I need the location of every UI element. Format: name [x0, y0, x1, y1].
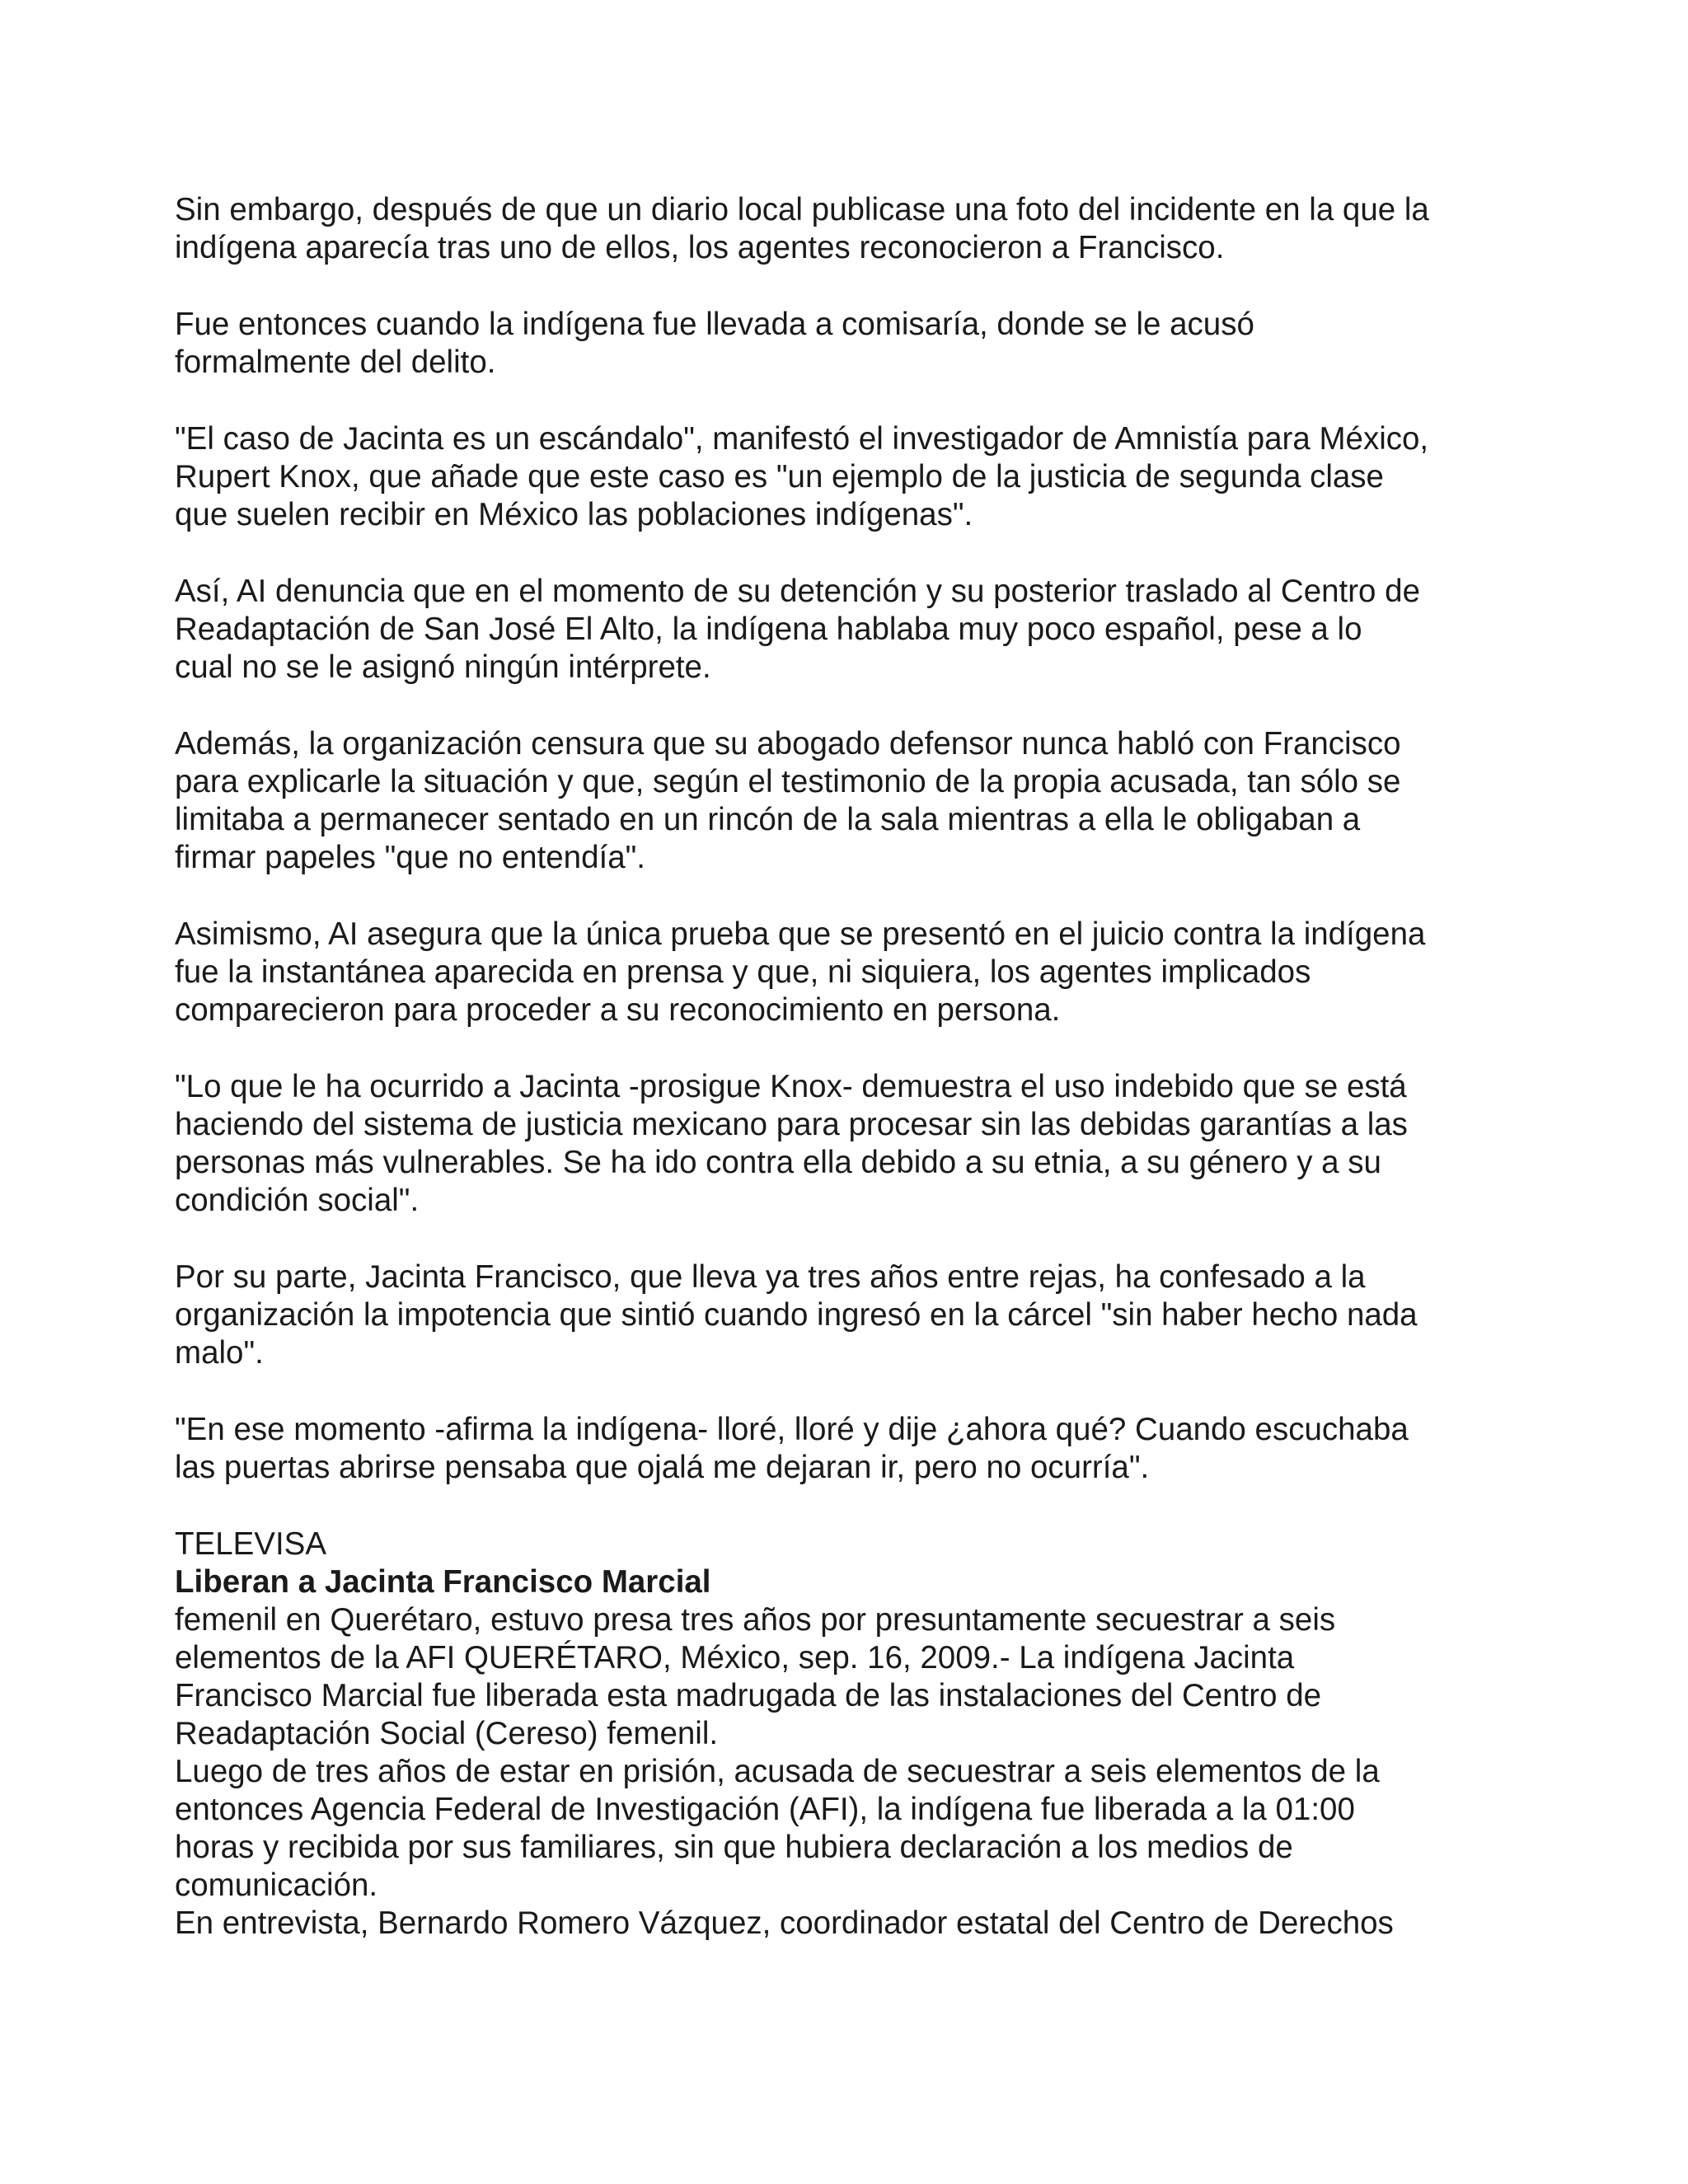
paragraph-knox-quote: "El caso de Jacinta es un escándalo", manifestó el investigador de Amnistía para México, Rupert Knox, que añade que este caso es "un ejemplo de la justicia de segunda clase que suelen recibir en México las poblaciones indígenas".: [175, 421, 1429, 532]
paragraph-knox-justice-misuse: "Lo que le ha ocurrido a Jacinta -prosigue Knox- demuestra el uso indebido que se está haciendo del sistema de justicia mexicano para procesar sin las debidas garantías a las personas más vulnerables. Se ha ido contra ella debido a su etnia, a su género y a su condición social".: [175, 1069, 1408, 1218]
document-page: [175, 191, 1526, 1943]
paragraph-no-interpreter: Así, AI denuncia que en el momento de su detención y su posterior traslado al Centro de Readaptación de San José El Alto, la indígena hablaba muy poco español, pese a lo cual no se le asignó ningún intérprete.: [175, 574, 1420, 685]
paragraph-formal-accusation: Fue entonces cuando la indígena fue llevada a comisaría, donde se le acusó formalmente del delito.: [175, 307, 1254, 380]
news-source: TELEVISA: [175, 1526, 327, 1562]
paragraph-defense-lawyer: Además, la organización censura que su abogado defensor nunca habló con Francisco para explicarle la situación y que, según el testimonio de la propia acusada, tan sólo se limitaba a permanecer sentado en un rincón de la sala mientras a ella le obligaban a firmar papeles "que no entendía".: [175, 726, 1401, 875]
news-body-release: femenil en Querétaro, estuvo presa tres años por presuntamente secuestrar a seis elementos de la AFI QUERÉTARO, México, sep. 16, 2009.- La indígena Jacinta Francisco Marcial fue liberada esta madrugada de las instalaciones del Centro de Readaptación Social (Cereso) femenil.: [175, 1602, 1336, 1751]
news-headline: Liberan a Jacinta Francisco Marcial: [175, 1564, 711, 1600]
paragraph-indigenous-quote: "En ese momento -afirma la indígena- lloré, lloré y dije ¿ahora qué? Cuando escuchaba las puertas abrirse pensaba que ojalá me dejaran ir, pero no ocurría".: [175, 1412, 1409, 1485]
paragraph-impotence: Por su parte, Jacinta Francisco, que lleva ya tres años entre rejas, ha confesado a la organización la impotencia que sintió cuando ingresó en la cárcel "sin haber hecho nada malo".: [175, 1259, 1418, 1371]
news-body-prison-time: Luego de tres años de estar en prisión, acusada de secuestrar a seis elementos de la entonces Agencia Federal de Investigación (AFI), la indígena fue liberada a la 01:00 horas y recibida por sus familiares, sin que hubiera declaración a los medios de comunicación.: [175, 1754, 1380, 1903]
paragraph-photo-identification: Sin embargo, después de que un diario local publicase una foto del incidente en la que la indígena aparecía tras uno de ellos, los agentes reconocieron a Francisco.: [175, 192, 1429, 265]
news-body-interview: En entrevista, Bernardo Romero Vázquez, coordinador estatal del Centro de Derechos: [175, 1905, 1394, 1941]
paragraph-only-evidence: Asimismo, AI asegura que la única prueba que se presentó en el juicio contra la indígena fue la instantánea aparecida en prensa y que, ni siquiera, los agentes implicados comparecieron para proceder a su reconocimiento en persona.: [175, 916, 1426, 1028]
